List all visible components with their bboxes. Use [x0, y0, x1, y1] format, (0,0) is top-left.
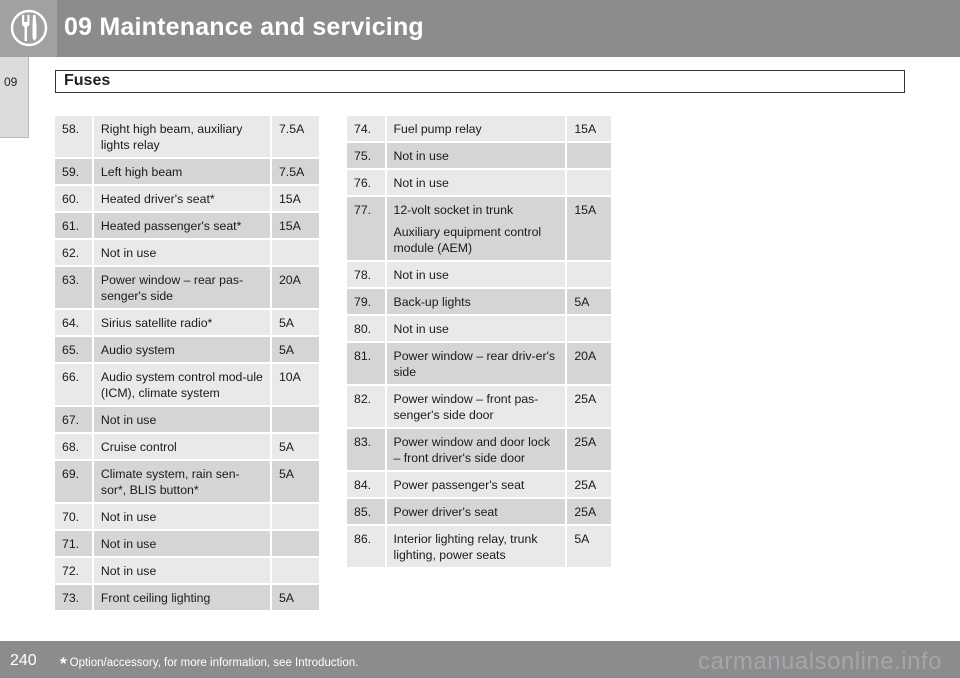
fuse-description-cell [385, 472, 566, 497]
fuse-amperage [270, 504, 319, 529]
chapter-side-tab [0, 57, 29, 138]
fuse-description: Front ceiling lighting [100, 591, 211, 605]
fuse-table-left [55, 114, 319, 612]
fuse-description-cell [92, 364, 270, 405]
fuse-description-cell [385, 289, 566, 314]
fuse-row [55, 531, 319, 556]
fuse-description: Power window – rear driv-er's side [393, 349, 556, 379]
fuse-description-cell [92, 558, 270, 583]
fuse-description-cell [92, 186, 270, 211]
fuse-description-cell [92, 434, 270, 459]
fuse-description: Climate system, rain sen-sor*, BLIS button* [100, 467, 240, 497]
fuse-description-cell [92, 213, 270, 238]
fuse-description-cell [92, 159, 270, 184]
footnote-star: * [60, 654, 67, 673]
fuse-amperage [565, 316, 611, 341]
fuse-number: 80. [347, 316, 385, 341]
wrench-screwdriver-icon [10, 8, 48, 48]
fuse-amperage: 25A [565, 429, 611, 470]
fuse-row [55, 116, 319, 157]
fuse-description: Not in use [100, 537, 157, 551]
fuse-amperage: 20A [270, 267, 319, 308]
fuse-description-cell [385, 429, 566, 470]
fuse-amperage: 7.5A [270, 159, 319, 184]
fuse-row [347, 116, 611, 141]
fuse-row [55, 240, 319, 265]
fuse-description-cell [385, 197, 566, 260]
fuse-row [55, 407, 319, 432]
fuse-description-cell [92, 116, 270, 157]
fuse-number: 71. [55, 531, 92, 556]
fuse-description-cell [92, 531, 270, 556]
fuse-number: 67. [55, 407, 92, 432]
fuse-number: 75. [347, 143, 385, 168]
fuse-amperage: 5A [270, 337, 319, 362]
fuse-number: 74. [347, 116, 385, 141]
fuse-row [55, 434, 319, 459]
fuse-table-right [347, 114, 611, 569]
fuse-number: 72. [55, 558, 92, 583]
fuse-description-cell [92, 310, 270, 335]
fuse-row [55, 504, 319, 529]
fuse-number: 84. [347, 472, 385, 497]
fuse-row [55, 461, 319, 502]
fuse-number: 85. [347, 499, 385, 524]
fuse-description-cell [92, 240, 270, 265]
fuse-amperage: 20A [565, 343, 611, 384]
fuse-row [347, 429, 611, 470]
fuse-number: 61. [55, 213, 92, 238]
fuse-row [347, 197, 611, 260]
fuse-description-cell [92, 267, 270, 308]
fuse-row [347, 262, 611, 287]
fuse-amperage [270, 558, 319, 583]
fuse-description-cell [385, 262, 566, 287]
fuse-description: Power window – front pas-senger's side door [393, 392, 539, 422]
fuse-description: Back-up lights [393, 295, 471, 309]
fuse-description: Right high beam, auxiliary lights relay [100, 122, 243, 152]
fuse-description: Not in use [393, 149, 449, 163]
fuse-number: 81. [347, 343, 385, 384]
fuse-number: 64. [55, 310, 92, 335]
fuse-description: Heated passenger's seat* [100, 219, 242, 233]
fuse-amperage: 7.5A [270, 116, 319, 157]
fuse-row [347, 386, 611, 427]
fuse-description-cell [92, 461, 270, 502]
footnote [60, 654, 358, 674]
fuse-description-secondary: Auxiliary equipment control module (AEM) [393, 225, 542, 255]
fuse-row [347, 472, 611, 497]
fuse-description: Not in use [393, 268, 449, 282]
fuse-description-cell [385, 343, 566, 384]
fuse-amperage: 5A [270, 310, 319, 335]
fuse-amperage: 15A [270, 213, 319, 238]
fuse-number: 63. [55, 267, 92, 308]
fuse-description: Not in use [100, 564, 157, 578]
fuse-description-cell [92, 337, 270, 362]
fuse-description: Audio system [100, 343, 175, 357]
fuse-row [55, 267, 319, 308]
fuse-amperage: 25A [565, 472, 611, 497]
fuse-amperage [270, 240, 319, 265]
fuse-number: 69. [55, 461, 92, 502]
section-heading-box [55, 70, 905, 93]
fuse-number: 58. [55, 116, 92, 157]
fuse-number: 73. [55, 585, 92, 610]
fuse-description-cell [385, 526, 566, 567]
fuse-amperage: 5A [270, 585, 319, 610]
fuse-row [55, 585, 319, 610]
fuse-description-cell [385, 499, 566, 524]
fuse-description-cell [385, 170, 566, 195]
fuse-description: Fuel pump relay [393, 122, 482, 136]
chapter-side-tab-label: 09 [4, 75, 18, 89]
fuse-description-cell [385, 316, 566, 341]
footnote-text: Option/accessory, for more information, see Introduction. [69, 657, 359, 669]
fuse-row [55, 213, 319, 238]
fuse-number: 60. [55, 186, 92, 211]
page-title: 09 Maintenance and servicing [64, 13, 424, 41]
fuse-number: 78. [347, 262, 385, 287]
fuse-row [347, 289, 611, 314]
fuse-amperage [565, 170, 611, 195]
fuse-row [55, 310, 319, 335]
fuse-amperage: 25A [565, 386, 611, 427]
fuse-row [347, 170, 611, 195]
fuse-row [347, 499, 611, 524]
fuse-description: Not in use [100, 510, 157, 524]
fuse-description: Power window and door lock – front driver's side door [393, 435, 551, 465]
fuse-number: 79. [347, 289, 385, 314]
fuse-row [55, 337, 319, 362]
watermark: carmanualsonline.info [698, 648, 942, 675]
fuse-amperage [565, 262, 611, 287]
fuse-amperage: 25A [565, 499, 611, 524]
fuse-description: Not in use [393, 176, 449, 190]
fuse-description: 12-volt socket in trunk [393, 203, 514, 217]
fuse-row [55, 159, 319, 184]
fuse-row [55, 558, 319, 583]
fuse-description: Left high beam [100, 165, 183, 179]
fuse-description: Cruise control [100, 440, 177, 454]
fuse-number: 59. [55, 159, 92, 184]
section-title: Fuses [64, 72, 111, 89]
fuse-description: Heated driver's seat* [100, 192, 215, 206]
fuse-description: Interior lighting relay, trunk lighting, power seats [393, 532, 538, 562]
fuse-description: Power passenger's seat [393, 478, 525, 492]
fuse-number: 82. [347, 386, 385, 427]
fuse-row [347, 316, 611, 341]
fuse-row [55, 186, 319, 211]
fuse-amperage: 15A [565, 197, 611, 260]
fuse-description: Audio system control mod-ule (ICM), climate system [100, 370, 263, 400]
fuse-description: Power window – rear pas-senger's side [100, 273, 244, 303]
fuse-number: 65. [55, 337, 92, 362]
fuse-description: Power driver's seat [393, 505, 498, 519]
fuse-description: Not in use [100, 413, 157, 427]
fuse-amperage [270, 407, 319, 432]
fuse-description-cell [385, 116, 566, 141]
fuse-description-cell [92, 585, 270, 610]
fuse-description: Sirius satellite radio* [100, 316, 213, 330]
fuse-number: 83. [347, 429, 385, 470]
fuse-number: 66. [55, 364, 92, 405]
fuse-amperage: 15A [270, 186, 319, 211]
fuse-amperage: 5A [565, 526, 611, 567]
fuse-number: 62. [55, 240, 92, 265]
fuse-row [347, 143, 611, 168]
fuse-amperage: 15A [565, 116, 611, 141]
fuse-number: 77. [347, 197, 385, 260]
fuse-row [347, 526, 611, 567]
fuse-row [55, 364, 319, 405]
fuse-number: 70. [55, 504, 92, 529]
fuse-amperage: 5A [270, 461, 319, 502]
page-number: 240 [10, 652, 37, 669]
fuse-description-cell [92, 504, 270, 529]
fuse-description: Not in use [393, 322, 449, 336]
fuse-description-cell [385, 386, 566, 427]
fuse-amperage [270, 531, 319, 556]
fuse-description-cell [385, 143, 566, 168]
fuse-row [347, 343, 611, 384]
fuse-amperage [565, 143, 611, 168]
page-header [0, 0, 960, 57]
fuse-number: 68. [55, 434, 92, 459]
fuse-number: 76. [347, 170, 385, 195]
fuse-amperage: 5A [565, 289, 611, 314]
fuse-amperage: 5A [270, 434, 319, 459]
chapter-icon-box [0, 0, 57, 57]
fuse-description: Not in use [100, 246, 157, 260]
fuse-number: 86. [347, 526, 385, 567]
fuse-description-cell [92, 407, 270, 432]
fuse-amperage: 10A [270, 364, 319, 405]
